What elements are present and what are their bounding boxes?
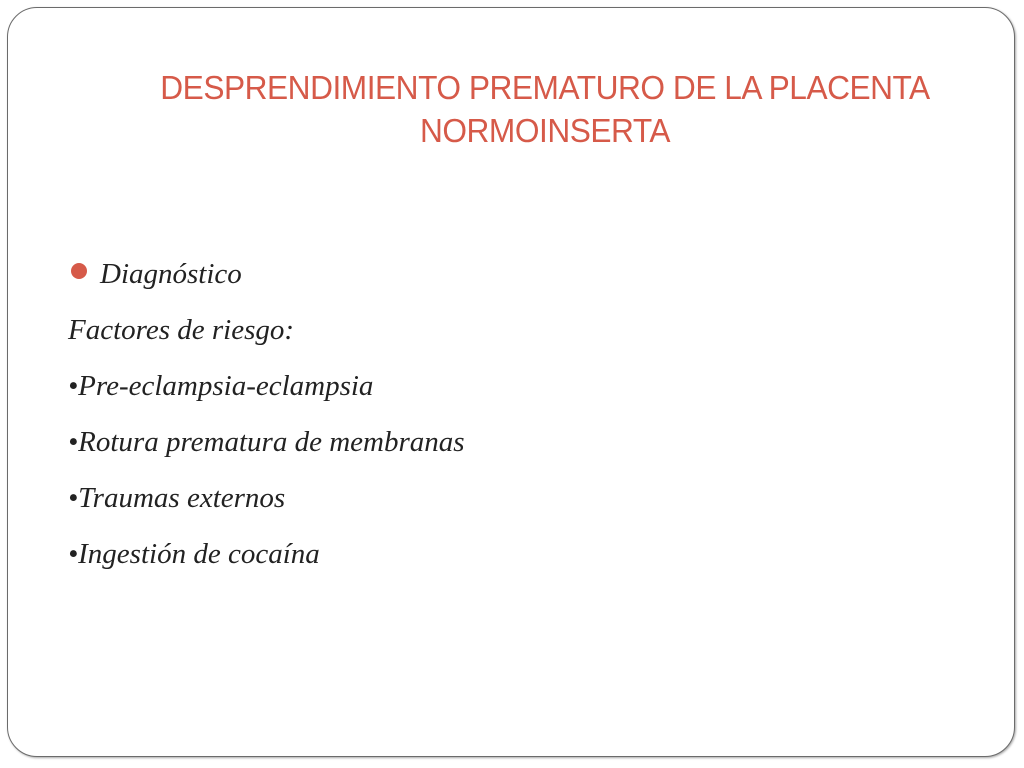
slide-body bbox=[68, 252, 968, 588]
bullet-heading: Diagnóstico bbox=[100, 258, 242, 290]
slide-title bbox=[87, 66, 1003, 152]
list-item: •Traumas externos bbox=[68, 482, 286, 514]
title-line-1: DESPRENDIMIENTO PREMATURO DE LA PLACENTA bbox=[160, 69, 930, 106]
bullet-item-diagnostico bbox=[68, 252, 968, 308]
slide-frame bbox=[7, 7, 1015, 757]
title-line-2: NORMOINSERTA bbox=[419, 112, 671, 149]
list-item: •Ingestión de cocaína bbox=[68, 538, 320, 570]
list-item: •Pre-eclampsia-eclampsia bbox=[68, 370, 374, 402]
subheading: Factores de riesgo: bbox=[68, 314, 295, 346]
bullet-dot-icon bbox=[71, 263, 87, 279]
list-item: •Rotura prematura de membranas bbox=[68, 426, 465, 458]
